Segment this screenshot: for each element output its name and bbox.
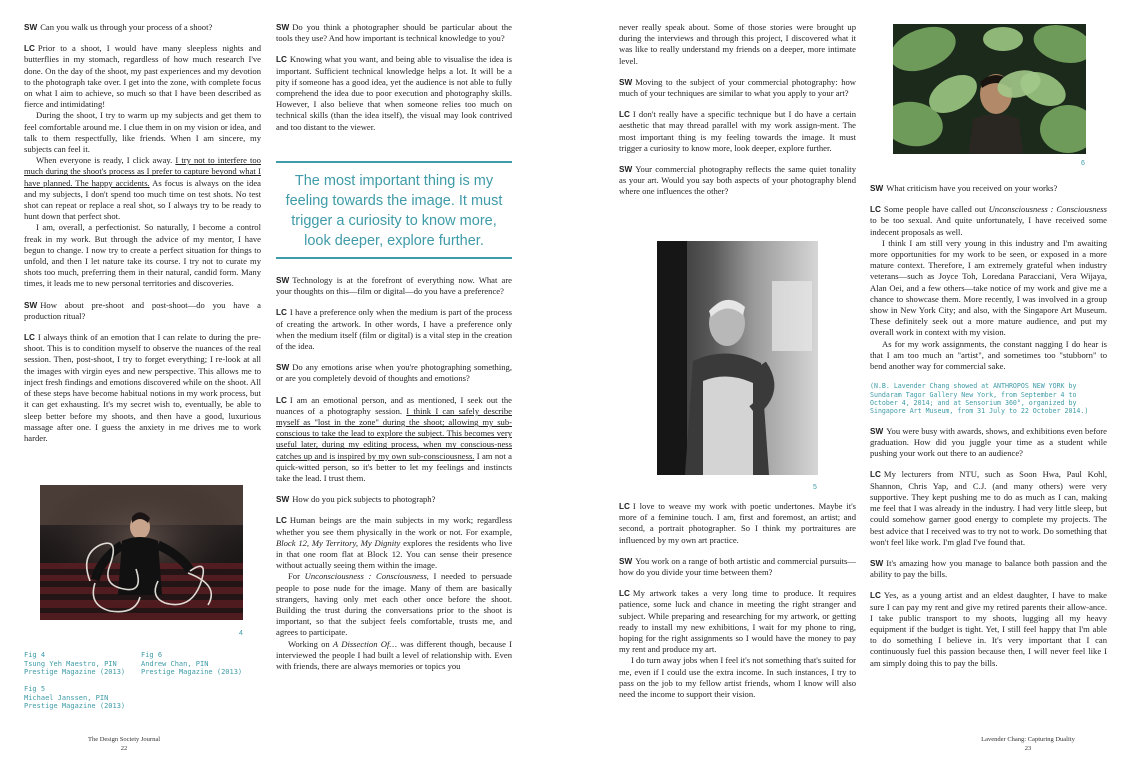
page-number: 23 <box>1024 745 1032 752</box>
question: SW You were busy with awards, shows, and exhibitions even before graduation. How did you juggle your time as a student while pushing your work out there to an audience? <box>870 425 1107 459</box>
question: SW Technology is at the forefront of everything now. What are your thoughts on this—film or digital—do you have a preference? <box>276 275 512 297</box>
answer: LC I always think of an emotion that I can relate to during the pre-shoot. This is to condition myself to observe the nuances of the real session. Then, post-shoot, I try to forget everything; I re-look at all the images with virgin eyes and new perspective. This allows me to inject fresh findings and emotions discovered while on the shoot. All of these steps have become habitual notions in my work process, but it can get exhausting. It's my secret wish to, eventually, be able to sleep better before my shoots, and then have a good, luxurious massage after one. I guess the anxiety in me drives me to work harder. <box>24 332 261 443</box>
column-2-top <box>276 22 512 143</box>
figure-number: 5 <box>813 484 817 491</box>
question: SW Do you think a photographer should be particular about the tools they use? And how important is technical knowledge to you? <box>276 22 512 44</box>
column-1 <box>24 22 261 454</box>
answer: LC Human beings are the main subjects in my work; regardless whether you see them physically in the work or not. For example, Block 12, My Territory, My Dignity explores the residents who live in that one room flat at Block 12. You can sense their presence without actually seeing them within the image. <box>276 515 513 571</box>
answer: LC I love to weave my work with poetic undertones. Maybe it's more of a feminine touch. I am, first and foremost, an artist; and second, a portrait photographer. So I think my portraitures are influenced by my own art practice. <box>619 501 856 545</box>
figure-number: 4 <box>239 630 243 637</box>
conductor-image <box>40 485 243 620</box>
question: SW You work on a range of both artistic and commercial pursuits—how do you divide your time between them? <box>619 555 856 578</box>
figure-number: 6 <box>1081 160 1085 167</box>
answer-paragraph: For Unconsciousness : Consciousness, I needed to persuade people to pose nude for the image. Many of them are basically strangers, having only met each other once before the shoot. Building the trust during the conversations prior to the shoot is important, so that the subject feels comfortable, trusts me, and agrees to participate. <box>276 571 512 638</box>
answer-paragraph: I think I am still very young in this industry and I'm awaiting more opportunities for my work to be seen, or exposed in a more mature context. Therefore, I am extremely grateful when industry veterans—such as Joyce Toh, Loredana Paracciani, Vera Wijaya, Alan Oei, and a few others—take notice of my work and give me a chance to showcase them. More recently, I was involved in a group show in New York City; and also, with the Singapore Art Museum. These definitely seek out a more mature audience, and put my overall work in context with my vision. <box>870 237 1107 338</box>
answer-paragraph: During the shoot, I try to warm up my subjects and get them to feel comfortable around me. I clue them in on my vision or idea, and talk to them respectfully, like friends. When I am sincere, my subjects can feel it. <box>24 110 261 155</box>
exhibition-note: (N.B. Lavender Chang showed at ANTHROPOS NEW YORK by Sundaram Tagor Gallery New York, from September 4 to October 4, 2014; and at Sensorium 360°, organized by Singapore Art Museum, from 31 July to 22 October 2014.) <box>870 382 1089 416</box>
question: SW It's amazing how you manage to balance both passion and the ability to pay the bills. <box>870 557 1107 580</box>
column-3-bottom <box>619 501 856 700</box>
caption-fig4: Fig 4 Tsung Yeh Maestro, PIN Prestige Magazine (2013) <box>24 651 126 676</box>
answer-paragraph: I am, overall, a perfectionist. So naturally, I become a control freak in my work. But through the advice of my mentor, I have begun to change. I now try to create a perfect situation for things to unfold, and then I let nature take its course. I try not to curate my shots too much, preferring them in their natural, candid form. Many times, it leads me to new personal territories and discoveries. <box>24 222 261 289</box>
article-title: Lavender Chang: Capturing Duality <box>981 736 1075 743</box>
answer: LC I don't really have a specific technique but I do have a certain aesthetic that may thread parallel with my work assign-ment. The most important thing is my feeling towards the image. It must trigger a curiosity to know more, look deeper, explore further. <box>619 109 856 153</box>
answer: LC Knowing what you want, and being able to visualise the idea is important. Sufficient technical knowledge helps a lot. It will be a pity if someone has a good idea, yet the audience is not able to fully comprehend the idea due to poor execution and photography skills. However, I also believe that when someone relies too much on technical skills (than the idea itself), the visual may look contrived and too distant to the viewer. <box>276 54 512 132</box>
answer: LC I am an emotional person, and as mentioned, I seek out the nuances of a photography session. I think I can safely describe myself as "lost in the zone" during the shoot; allowing my sub-conscious to take the lead to explore the subject. This becomes very useful later, during my editing process, when my conscious-ness catches up and is inspired by my own sub-consciousness. I am not a quick-witted person, so it's better to let my feelings and instincts take the lead. I trust them. <box>276 394 512 484</box>
question: SW What criticism have you received on your works? <box>870 183 1058 193</box>
answer: LC Yes, as a young artist and an eldest daughter, I have to make sure I can pay my rent and give my retired parents their allow-ance. I take public transport to my shoots, lugging all my heavy equipment if the budget is tight. Yet, I still feel happy that I'm able to do something I believe in. It's very important that I can continuously fuel this passion because then, I will never feel like I am simply doing this to pay the bills. <box>870 590 1107 668</box>
question: SW Do any emotions arise when you're photographing something, or are you completely devoid of thoughts and emotions? <box>276 362 512 384</box>
answer-paragraph: As for my work assignments, the constant nagging I do hear is that I am too much an "artist", and sometimes too "stubborn" to bend another way for commercial sake. <box>870 338 1107 372</box>
footer-right <box>948 735 1108 753</box>
fig4-photo <box>40 485 243 620</box>
answer: LC My artwork takes a very long time to produce. It requires patience, some luck and chance in meeting the right stranger and subject. While preparing and researching for my artwork, or getting ready to install my new exhibitions, I wait for my phone to ring, hoping for the right assignments so I would have the money to pay my rent and produce my art. <box>619 588 856 655</box>
journal-title: The Design Society Journal <box>87 736 161 743</box>
column-4 <box>870 183 1107 679</box>
answer: LC Some people have called out Unconsciousness : Consciousness to be too sexual. And quite unfortunately, I have received some indecent proposals as well. <box>870 204 1107 237</box>
question: SW How do you pick subjects to photograph? <box>276 494 436 505</box>
page-number: 22 <box>120 745 128 752</box>
question: SW Can you walk us through your process of a shoot? <box>24 22 213 32</box>
footer-left <box>54 735 194 753</box>
answer: LC My lecturers from NTU, such as Soon Hwa, Paul Kohl, Shannon, Chris Yap, and C.J. (and many others) were very supportive. They kept pushing me to do as much as I can, making me feel that I was already in the industry. I had very little sleep, but could somehow garner good energy to complete my projects. The best advice that I received was to try not to work. Do something that won't feel like work. I'm glad I've found that. <box>870 469 1107 547</box>
answer: LC I have a preference only when the medium is part of the process of creating the artwork. In other words, I have a preference only when the medium itself (film or digital) is a vital step in the creation of the idea. <box>276 307 512 352</box>
fig5-photo <box>657 241 818 475</box>
question: SW Your commercial photography reflects the same quiet tonality as your art. Would you say both aspects of your photography blend where one influences the other? <box>619 164 856 197</box>
answer-continued: never really speak about. Some of those stories were brought up during the interviews and through this project, I discovered what it was like to really understand my friends on a deeper, more intimate level. <box>619 22 856 66</box>
column-3-top <box>619 22 856 208</box>
answer: LC Prior to a shoot, I would have many sleepless nights and butterflies in my stomach, regardless of how much research I've done. On the day of the shoot, my past experiences and my devotion to the photograph take over. I get into the zone, with complete focus on what I aim to achieve, so much so that I have been described as fierce and intimidating! <box>24 43 261 110</box>
question: SW Moving to the subject of your commercial photography: how much of your techniques are similar to what you apply to your art? <box>619 76 856 99</box>
caption-fig6: Fig 6 Andrew Chan, PIN Prestige Magazine (2013) <box>141 651 243 676</box>
question: SW How about pre-shoot and post-shoot—do you have a production ritual? <box>24 299 261 321</box>
pull-quote: The most important thing is my feeling towards the image. It must trigger a curiosity to know more, look deeper, explore further. <box>276 161 512 259</box>
answer-paragraph: When everyone is ready, I click away. I try not to interfere too much during the shoot's process as I prefer to capture beyond what I have planned. The happy accidents. As focus is always on the idea and my subjects, I don't spend too much time on test shots. No test shot can repeat or replace a real shot, so I always try to be ready to hunt down that perfect shot. <box>24 155 261 222</box>
caption-fig5: Fig 5 Michael Janssen, PIN Prestige Magazine (2013) <box>24 685 126 710</box>
leaves-portrait-image <box>893 24 1086 154</box>
column-2-bottom <box>276 275 512 672</box>
answer-paragraph: I do turn away jobs when I feel it's not something that's suited for me, even if I could use the extra income. In such instances, I try to pass on the job to my fellow artist friends, whom I know will also need the income to support their vision. <box>619 655 856 700</box>
fig6-photo <box>893 24 1086 154</box>
answer-paragraph: Working on A Dissection Of… was different though, because I interviewed the people I had built a level of relationship with. Even with friends, there are always memories or topics you <box>276 638 512 672</box>
portrait-image <box>657 241 818 475</box>
